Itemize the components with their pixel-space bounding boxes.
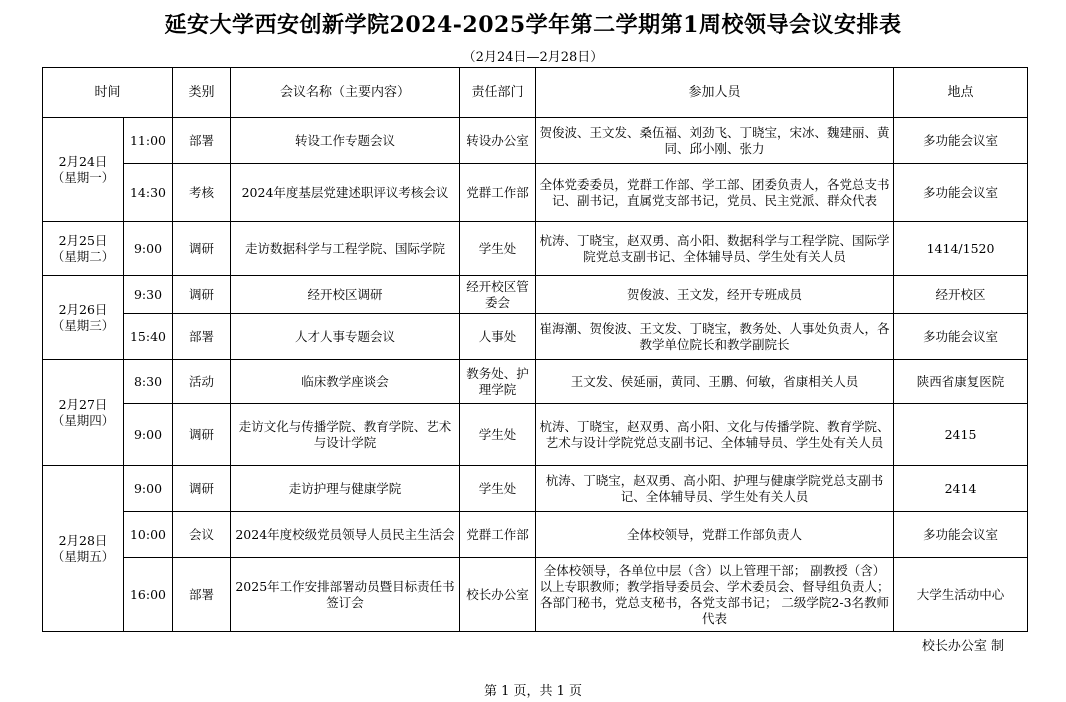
dept-cell: 学生处 [460,466,536,512]
place-cell: 多功能会议室 [894,512,1028,558]
day-date: 2月27日 [58,396,108,412]
header-meeting: 会议名称（主要内容） [231,68,460,118]
dept-cell: 校长办公室 [460,558,536,632]
time-cell: 9:30 [124,276,173,314]
category-cell: 考核 [173,164,231,222]
table-row [43,466,1028,512]
day-cell [43,118,124,222]
people-cell: 全体校领导，各单位中层（含）以上管理干部； 副教授（含）以上专职教师；教学指导委员会、学术委员会、督导组负责人； 各部门秘书，党总支秘书，各党支部书记； 二级学院2-3名教师代表 [536,558,894,632]
meeting-name-cell: 2024年度基层党建述职评议考核会议 [231,164,460,222]
header-row [43,68,1028,118]
category-cell: 部署 [173,314,231,360]
time-cell: 16:00 [124,558,173,632]
table-row [43,404,1028,466]
day-cell [43,276,124,360]
people-cell: 全体校领导，党群工作部负责人 [536,512,894,558]
dept-cell: 转设办公室 [460,118,536,164]
meeting-name-cell: 走访数据科学与工程学院、国际学院 [231,222,460,276]
day-weekday: （星期一） [51,169,115,185]
day-cell [43,360,124,466]
time-cell: 8:30 [124,360,173,404]
meeting-name-cell: 临床教学座谈会 [231,360,460,404]
people-cell: 杭涛、丁晓宝，赵双勇、高小阳、文化与传播学院、教育学院、艺术与设计学院党总支副书记、全体辅导员、学生处有关人员 [536,404,894,466]
category-cell: 活动 [173,360,231,404]
meeting-name-cell: 2024年度校级党员领导人员民主生活会 [231,512,460,558]
table-row [43,222,1028,276]
meeting-name-cell: 人才人事专题会议 [231,314,460,360]
people-cell: 王文发、侯延丽，黄同、王鹏、何敏，省康相关人员 [536,360,894,404]
dept-cell: 学生处 [460,404,536,466]
day-date: 2月24日 [58,153,108,169]
time-cell: 9:00 [124,404,173,466]
day-cell [43,466,124,632]
table-row [43,164,1028,222]
header-category: 类别 [173,68,231,118]
table-row [43,276,1028,314]
page-title: 延安大学西安创新学院2024-2025学年第二学期第1周校领导会议安排表 [164,12,902,38]
header-dept: 责任部门 [460,68,536,118]
dept-cell: 学生处 [460,222,536,276]
header-time: 时间 [43,68,173,118]
dept-cell: 人事处 [460,314,536,360]
meeting-name-cell: 经开校区调研 [231,276,460,314]
table-row [43,558,1028,632]
people-cell: 杭涛、丁晓宝，赵双勇、高小阳、数据科学与工程学院、国际学院党总支副书记、全体辅导员、学生处有关人员 [536,222,894,276]
category-cell: 会议 [173,512,231,558]
day-date: 2月26日 [58,301,108,317]
place-cell: 多功能会议室 [894,118,1028,164]
page-number: 第 1 页，共 1 页 [483,684,583,699]
time-cell: 11:00 [124,118,173,164]
header-place: 地点 [894,68,1028,118]
meeting-name-cell: 转设工作专题会议 [231,118,460,164]
place-cell: 2415 [894,404,1028,466]
people-cell: 崔海潮、贺俊波、王文发、丁晓宝，教务处、人事处负责人，各教学单位院长和教学副院长 [536,314,894,360]
dept-cell: 经开校区管委会 [460,276,536,314]
people-cell: 贺俊波、王文发，经开专班成员 [536,276,894,314]
table-row [43,314,1028,360]
dept-cell: 党群工作部 [460,164,536,222]
time-cell: 9:00 [124,466,173,512]
dept-cell: 党群工作部 [460,512,536,558]
header-people: 参加人员 [536,68,894,118]
category-cell: 调研 [173,404,231,466]
day-date: 2月25日 [58,232,108,248]
people-cell: 贺俊波、王文发、桑伍福、刘劲飞、丁晓宝，宋冰、魏建丽、黄同、邱小刚、张力 [536,118,894,164]
place-cell: 陕西省康复医院 [894,360,1028,404]
place-cell: 经开校区 [894,276,1028,314]
table-row [43,512,1028,558]
dept-cell: 教务处、护理学院 [460,360,536,404]
issuer-note: 校长办公室 制 [921,639,1004,654]
time-cell: 15:40 [124,314,173,360]
date-range-subtitle: （2月24日—2月28日） [462,50,604,65]
day-weekday: （星期五） [51,548,115,564]
meeting-name-cell: 走访文化与传播学院、教育学院、艺术与设计学院 [231,404,460,466]
place-cell: 大学生活动中心 [894,558,1028,632]
table-row [43,118,1028,164]
place-cell: 多功能会议室 [894,314,1028,360]
day-cell [43,222,124,276]
place-cell: 2414 [894,466,1028,512]
category-cell: 调研 [173,222,231,276]
category-cell: 调研 [173,466,231,512]
category-cell: 部署 [173,118,231,164]
time-cell: 10:00 [124,512,173,558]
people-cell: 全体党委委员，党群工作部、学工部、团委负责人，各党总支书记、副书记，直属党支部书记，党员、民主党派、群众代表 [536,164,894,222]
place-cell: 多功能会议室 [894,164,1028,222]
meeting-name-cell: 2025年工作安排部署动员暨目标责任书签订会 [231,558,460,632]
day-date: 2月28日 [58,532,108,548]
category-cell: 部署 [173,558,231,632]
time-cell: 9:00 [124,222,173,276]
day-weekday: （星期二） [51,248,115,264]
time-cell: 14:30 [124,164,173,222]
place-cell: 1414/1520 [894,222,1028,276]
schedule-table [42,67,1028,632]
day-weekday: （星期四） [51,412,115,428]
category-cell: 调研 [173,276,231,314]
table-row [43,360,1028,404]
meeting-name-cell: 走访护理与健康学院 [231,466,460,512]
day-weekday: （星期三） [51,317,115,333]
people-cell: 杭涛、丁晓宝，赵双勇、高小阳、护理与健康学院党总支副书记、全体辅导员、学生处有关人员 [536,466,894,512]
